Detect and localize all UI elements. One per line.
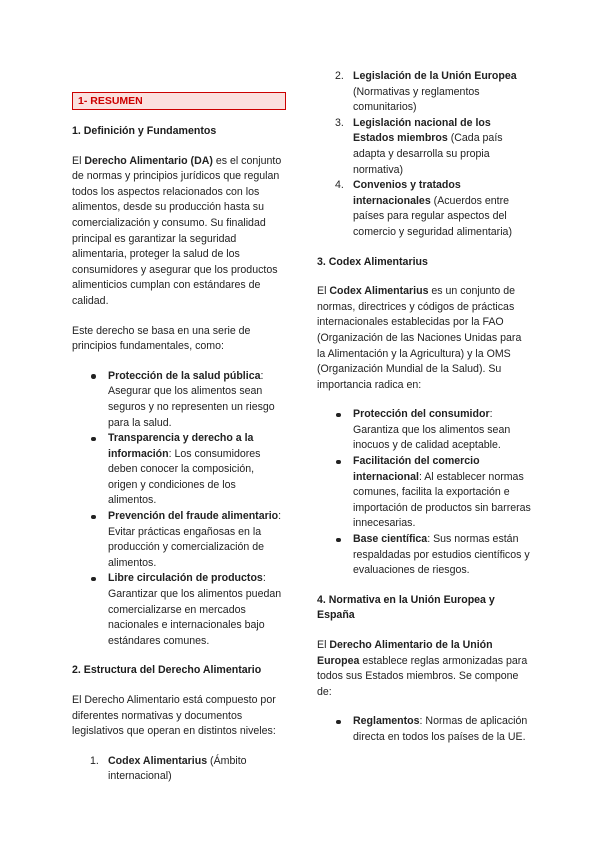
heading-definicion: 1. Definición y Fundamentos — [72, 125, 217, 137]
bullet-icon — [91, 374, 96, 379]
levels-list-start — [72, 754, 286, 785]
list-item: 4. Convenios y tratados internacionales (Acuerdos entre países para regular aspectos del comercio y seguridad alimentaria) — [335, 179, 512, 238]
bullet-icon — [336, 720, 341, 725]
list-item: 1. Codex Alimentarius (Ámbito internacional) — [90, 754, 247, 783]
list-item: 2. Legislación de la Unión Europea (Normativas y reglamentos comunitarios) — [335, 70, 517, 114]
list-item: Reglamentos: Normas de aplicación directa en todos los países de la UE. — [317, 714, 531, 745]
section-label: 1- RESUMEN — [72, 92, 286, 110]
bullet-icon — [91, 577, 96, 582]
left-column — [72, 92, 286, 799]
paragraph-codex: El Codex Alimentarius es un conjunto de normas, directrices y códigos de prácticas internacionales establecidas por la FAO (Organización de las Naciones Unidas para la Alimentación y la Agricultura) y la OMS (Organización Mundial de la Salud). Su importancia radica en: — [317, 285, 522, 391]
bullet-icon — [336, 460, 341, 465]
eu-points-list — [317, 714, 531, 745]
paragraph-principios-intro: Este derecho se basa en una serie de principios fundamentales, como: — [72, 324, 251, 353]
heading-normativa-ue: 4. Normativa en la Unión Europea y España — [317, 593, 495, 622]
principles-list — [72, 369, 286, 650]
term-codex: Codex Alimentarius — [329, 285, 429, 298]
list-item: Protección de la salud pública: Asegurar que los alimentos sean seguros y no representen un riesgo para la salud. — [72, 369, 286, 431]
bullet-icon — [91, 515, 96, 520]
list-item: Protección del consumidor: Garantiza que los alimentos sean inocuos y de calidad aceptable. — [317, 407, 531, 454]
bullet-icon — [336, 413, 341, 418]
list-item: 3. Legislación nacional de los Estados miembros (Cada país adapta y desarrolla su propia normativa) — [335, 116, 503, 176]
heading-codex: 3. Codex Alimentarius — [317, 255, 428, 268]
list-item: Transparencia y derecho a la información: Los consumidores deben conocer la composición, origen y condiciones de los alimentos. — [72, 431, 286, 509]
paragraph-normativa-ue: El Derecho Alimentario de la Unión Europea establece reglas armonizadas para todos sus Estados miembros. Se compone de: — [317, 639, 528, 698]
term-derecho-ue: Derecho Alimentario de la Unión Europea — [317, 639, 493, 667]
list-item: Facilitación del comercio internacional: Al establecer normas comunes, facilita la exportación e importación de productos sin barreras innecesarias. — [317, 454, 531, 532]
codex-points-list — [317, 407, 531, 579]
right-column — [317, 69, 531, 760]
bullet-icon — [91, 437, 96, 442]
bullet-icon — [336, 538, 341, 543]
list-item: Libre circulación de productos: Garantizar que los alimentos puedan comercializarse en mercados nacionales e internacionales bajo estándares comunes. — [72, 571, 286, 649]
term-derecho-alimentario: Derecho Alimentario (DA) — [84, 154, 213, 167]
list-item: Base científica: Sus normas están respaldadas por estudios científicos y evaluaciones de riesgos. — [317, 532, 531, 579]
paragraph-definicion: El Derecho Alimentario (DA) es el conjunto de normas y principios jurídicos que regulan todos los aspectos relacionados con los alimentos, desde su producción hasta su comercialización y consumo. Su finalidad principal es garantizar la seguridad alimentaria, proteger la salud de los consumidores y asegurar que los productos alimenticios cumplan con estándares de calidad. — [72, 154, 282, 307]
paragraph-estructura: El Derecho Alimentario está compuesto por diferentes normativas y documentos legislativos que operan en distintos niveles: — [72, 694, 276, 738]
list-item: Prevención del fraude alimentario: Evitar prácticas engañosas en la producción y comercialización de alimentos. — [72, 509, 286, 571]
levels-list-continued — [317, 69, 531, 241]
heading-estructura: 2. Estructura del Derecho Alimentario — [72, 664, 262, 677]
